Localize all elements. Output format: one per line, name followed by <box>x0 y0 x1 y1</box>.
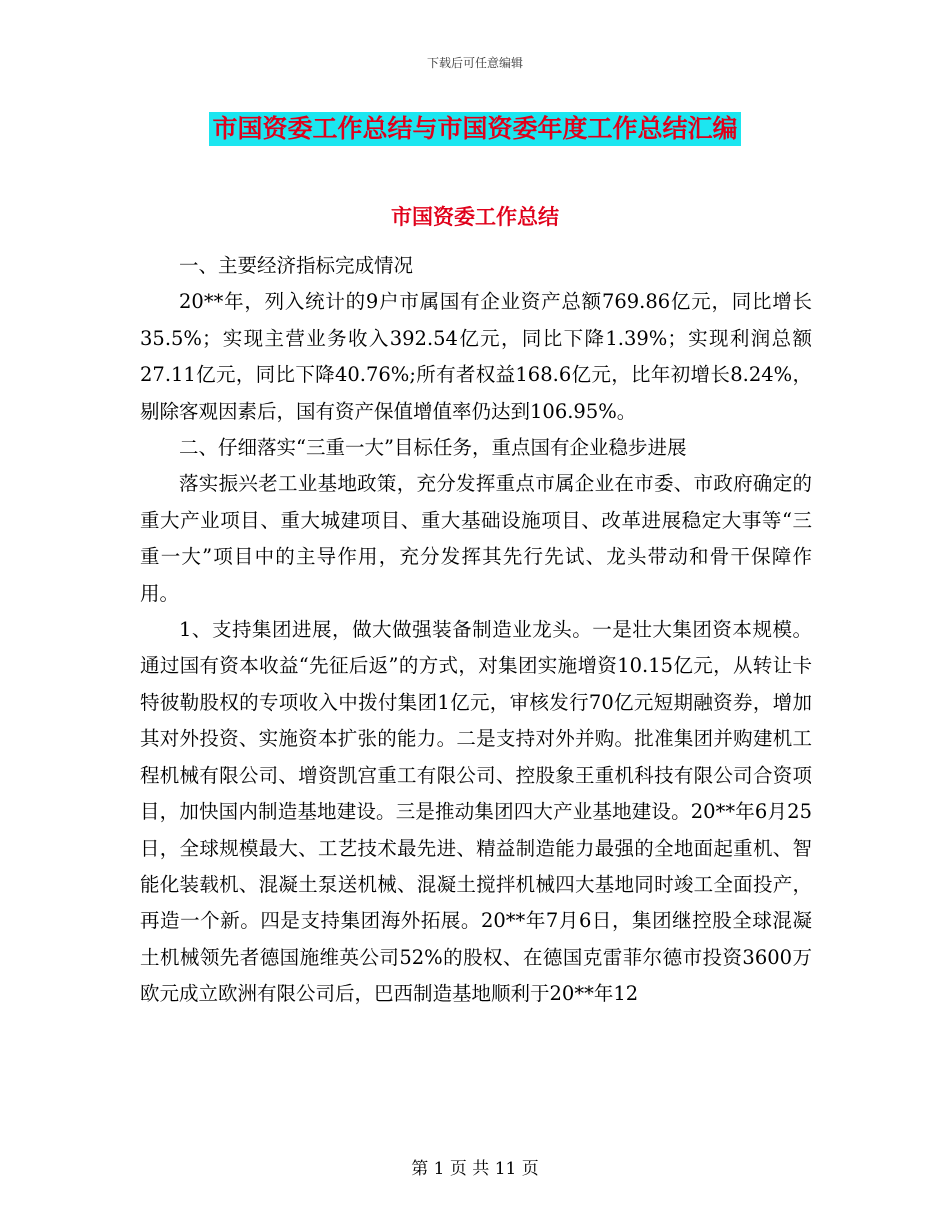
body-paragraph: 20**年，列入统计的9户市属国有企业资产总额769.86亿元，同比增长35.5%；实现主营业务收入392.54亿元，同比下降1.39%；实现利润总额27.11亿元，同比下降40.76%;所有者权益168.6亿元，比年初增长8.24%，剔除客观因素后，国有资产保值增值率仍达到106.95%。 <box>140 290 812 423</box>
heading-paragraph: 一、主要经济指标完成情况 <box>179 254 414 277</box>
document-title <box>0 112 950 146</box>
document-body <box>140 248 812 1013</box>
heading-paragraph: 二、仔细落实“三重一大”目标任务，重点国有企业稳步进展 <box>179 436 687 460</box>
page-number: 第 1 页 共 11 页 <box>411 1159 539 1179</box>
header-note: 下载后可任意编辑 <box>426 56 523 70</box>
document-title-text: 市国资委工作总结与市国资委年度工作总结汇编 <box>209 112 740 146</box>
body-paragraph: 落实振兴老工业基地政策，充分发挥重点市属企业在市委、市政府确定的重大产业项目、重大城建项目、重大基础设施项目、改革进展稳定大事等“三重一大”项目中的主导作用，充分发挥其先行先试、龙头带动和骨干保障作用。 <box>140 472 812 605</box>
body-paragraph: 1、支持集团进展，做大做强装备制造业龙头。一是壮大集团资本规模。通过国有资本收益“先征后返”的方式，对集团实施增资10.15亿元，从转让卡特彼勒股权的专项收入中拨付集团1亿元，审核发行70亿元短期融资券，增加其对外投资、实施资本扩张的能力。二是支持对外并购。批准集团并购建机工程机械有限公司、增资凯宫重工有限公司、控股象王重机科技有限公司合资项目，加快国内制造基地建设。三是推动集团四大产业基地建设。20**年6月25日，全球规模最大、工艺技术最先进、精益制造能力最强的全地面起重机、智能化装载机、混凝土泵送机械、混凝土搅拌机械四大基地同时竣工全面投产，再造一个新。四是支持集团海外拓展。20**年7月6日，集团继控股全球混凝土机械领先者德国施维英公司52%的股权、在德国克雷菲尔德市投资3600万欧元成立欧洲有限公司后，巴西制造基地顺利于20**年12 <box>140 618 812 1006</box>
section-title: 市国资委工作总结 <box>391 205 559 229</box>
